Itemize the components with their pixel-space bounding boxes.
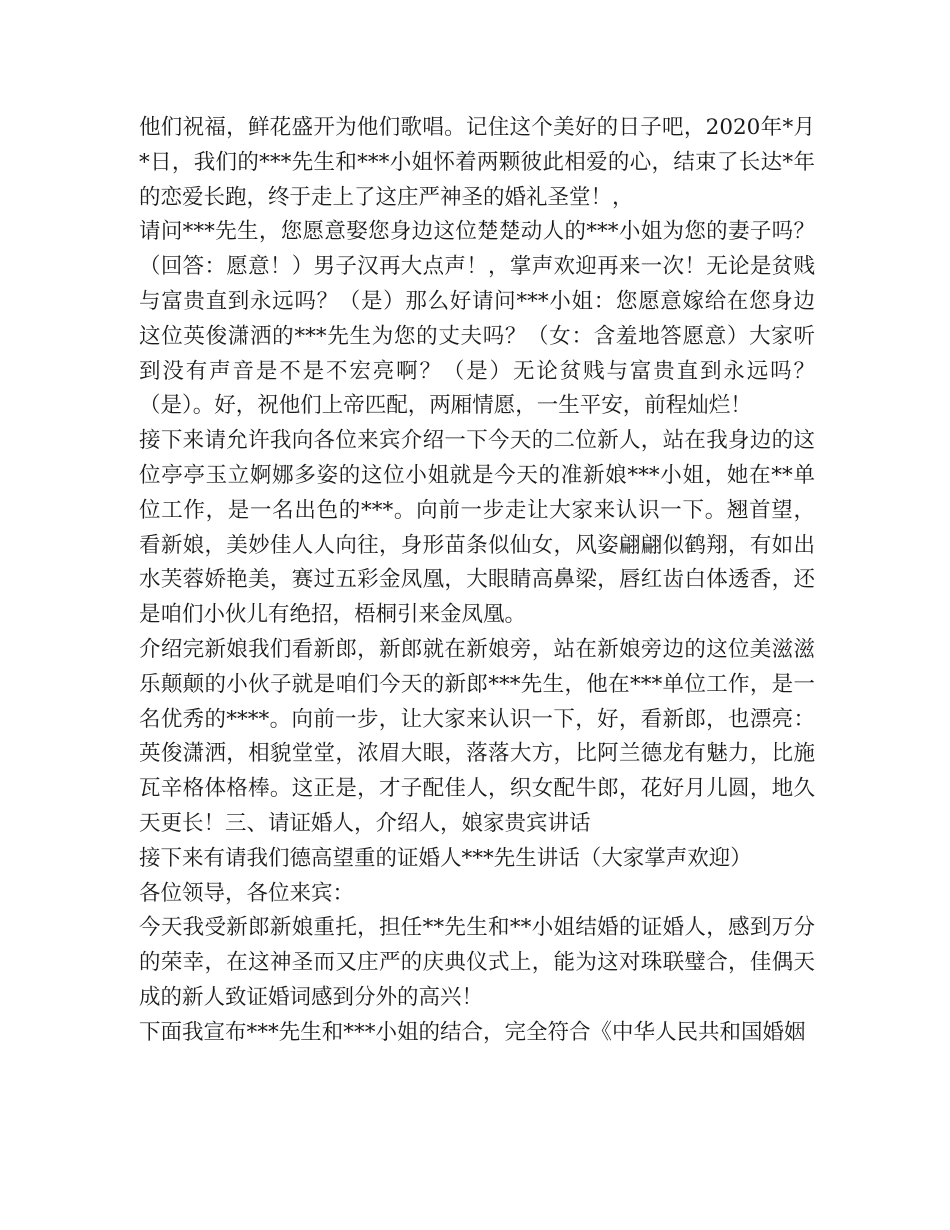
paragraph: 介绍完新娘我们看新郎，新郎就在新娘旁，站在新娘旁边的这位美滋滋乐颠颠的小伙子就是咱们今天的新郎***先生，他在***单位工作，是一名优秀的****。向前一步，让大家来认识一下，好，看新郎，也漂亮：英俊潇洒，相貌堂堂，浓眉大眼，落落大方，比阿兰德龙有魅力，比施瓦辛格体格棒。这正是，才子配佳人，织女配牛郎，花好月儿圆，地久天更长！三、请证婚人，介绍人，娘家贵宾讲话 (139, 636, 815, 836)
paragraph: 接下来请允许我向各位来宾介绍一下今天的二位新人，站在我身边的这位亭亭玉立婀娜多姿的这位小姐就是今天的准新娘***小姐，她在**单位工作，是一名出色的***。向前一步走让大家来认识一下。翘首望，看新娘，美妙佳人人向往，身形苗条似仙女，风姿翩翩似鹤翔，有如出水芙蓉娇艳美，赛过五彩金凤凰，大眼睛高鼻梁，唇红齿白体透香，还是咱们小伙儿有绝招，梧桐引来金凤凰。 (139, 428, 815, 628)
paragraph: 请问***先生，您愿意娶您身边这位楚楚动人的***小姐为您的妻子吗？（回答：愿意！）男子汉再大点声！，掌声欢迎再来一次！无论是贫贱与富贵直到永远吗？（是）那么好请问***小姐：您愿意嫁给在您身边这位英俊潇洒的***先生为您的丈夫吗？（女：含羞地答愿意）大家听到没有声音是不是不宏亮啊？（是）无论贫贱与富贵直到永远吗？（是）。好，祝他们上帝匹配，两厢情愿，一生平安，前程灿烂！ (139, 219, 815, 419)
paragraph: 下面我宣布***先生和***小姐的结合，完全符合《中华人民共和国婚姻 (139, 1019, 806, 1045)
paragraph: 各位领导，各位来宾： (139, 880, 355, 906)
paragraph: 他们祝福，鲜花盛开为他们歌唱。记住这个美好的日子吧，2020年*月*日，我们的***先生和***小姐怀着两颗彼此相爱的心，结束了长达*年的恋爱长跑，终于走上了这庄严神圣的婚礼圣堂！， (139, 115, 815, 210)
paragraph: 今天我受新郎新娘重托，担任**先生和**小姐结婚的证婚人，感到万分的荣幸，在这神圣而又庄严的庆典仪式上，能为这对珠联璧合，佳偶天成的新人致证婚词感到分外的高兴！ (139, 915, 815, 1010)
document-body (139, 111, 815, 1051)
paragraph: 接下来有请我们德高望重的证婚人***先生讲话（大家掌声欢迎） (139, 845, 752, 871)
